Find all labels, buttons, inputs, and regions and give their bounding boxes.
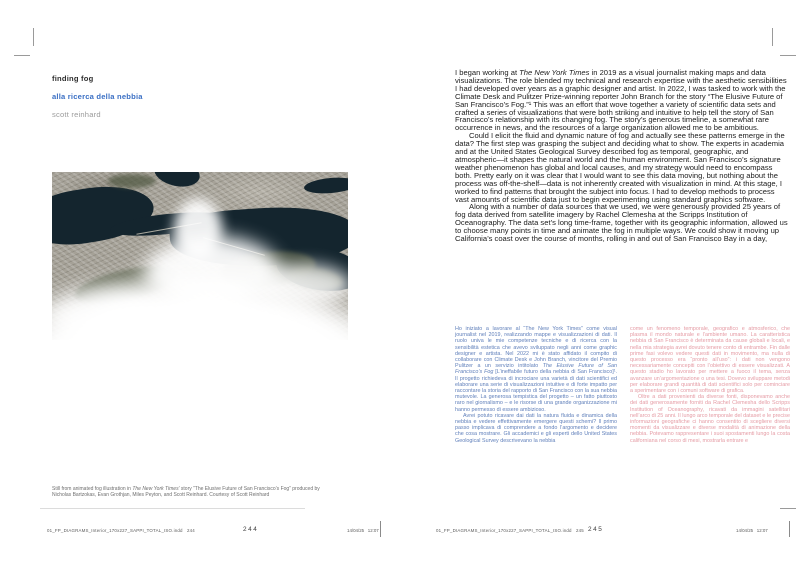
print-timestamp-left [347, 528, 379, 533]
print-slug-right: 01_FP_DIAGRAMS_Interior_170x227_SAPPI_TOTAL_ISO.indd 245 [436, 528, 584, 533]
crop-mark-top-left-horizontal [14, 55, 30, 56]
fog-fade-gradient [52, 300, 348, 485]
crop-mark-top-right-vertical [772, 28, 773, 46]
trim-hairline [40, 508, 305, 509]
page-title: finding fog [52, 74, 94, 83]
crop-mark-top-left-vertical [33, 28, 34, 46]
translation-paragraph: Ho iniziato a lavorare al “The New York Times” come visual journalist nel 2019, realizzando mappe e visualizzazioni di dati. Il ruolo univa le mie competenze tecniche e di ricerca con la sensibilità estetica che avevo sviluppato negli anni come graphic designer e artista. Nel 2022 mi è stato affidato il compito di collaborare con Climate Desk e John Branch, vincitore del Premio Pulitzer a un servizio intitolato The Elusive Future of San Francisco’s Fog [L’ineffabile futuro della nebbia di San Francisco]¹. Il progetto richiedeva di incrociare una varietà di dati scientifici ed elaborare una serie di visualizzazioni intuitive e di forte impatto per raccontare la storia del rapporto di San Francisco con la sua nebbia mutevole. La generosa tempistica del progetto – un fatto piuttosto raro nel giornalismo – e le risorse di una grande organizzazione mi hanno permesso di essere ambizioso. [455, 326, 617, 413]
page-number-right: 245 [588, 526, 604, 533]
page-number-left: 244 [243, 526, 259, 533]
author-name: scott reinhard [52, 110, 101, 119]
image-caption: Still from animated fog illustration in The New York Times’ story “The Elusive Future of San Francisco’s Fog” produced by Nicholas Bartzokas, Evan Grothjan, Miles Peyton, and Scott Reinhard. Courtesy of Scott Reinhard [52, 486, 320, 498]
crop-mark-bottom-left-page-tick [380, 521, 381, 537]
translation-column-italian-pink [630, 326, 790, 444]
essay-text-english [455, 69, 788, 243]
print-time: 12:07 [756, 528, 768, 533]
print-slug-left: 01_FP_DIAGRAMS_Interior_170x227_SAPPI_TOTAL_ISO.indd 244 [47, 528, 195, 533]
print-timestamp-right [736, 528, 768, 533]
page-title-italian: alla ricerca della nebbia [52, 92, 143, 101]
translation-paragraph: Oltre a dati provenienti da diverse fonti, disponevamo anche dei dati generosamente forniti da Rachel Clemesha dello Scripps Institution of Oceanography, ricavati da immagini satellitari nell’arco di 25 anni. Il lungo arco temporale del dataset e le precise informazioni geografiche ci hanno consentito di scegliere diversi momenti da visualizzare e diverse modalità di animazione della nebbia. Potevamo rappresentare i suoi spostamenti lungo la costa californiana nel corso di mesi, mostrarla entrare e [630, 394, 790, 444]
print-time: 12:07 [367, 528, 379, 533]
crop-mark-bottom-right-horizontal [780, 508, 796, 509]
crop-mark-top-right-horizontal [780, 55, 796, 56]
essay-paragraph: Could I elicit the fluid and dynamic nature of fog and actually see these patterns emerge in the data? The first step was grasping the subject and deciding what to show. The experts in academia and at the United States Geological Survey described fog as temporal, geographic, and atmospheric—it shapes the natural world and the human environment. San Francisco’s signature weather phenomenon has global and local causes, and my strategy would need to encompass both. Pretty early on it was clear that I would want to see this data moving, but nothing about the process was off-the-shelf—data is not inherently created with visualization in mind. At this stage, I worked to find patterns that brought the subject into focus. I had to develop methods to process vast amounts of scientific data just to begin experimenting using standard graphics software. [455, 131, 785, 204]
translation-paragraph: come un fenomeno temporale, geografico e atmosferico, che plasma il mondo naturale e l’ambiente umano. La caratteristica nebbia di San Francisco è determinata da cause globali e locali, e nella mia strategia avrei dovuto tenere conto di entrambe. Fin dalle prime fasi volevo vedere questi dati in movimento, ma nulla di questo processo era “pronto all’uso”: i dati non vengono necessariamente concepiti con l’obiettivo di essere visualizzati. A questo stadio ho lavorato per mettere a fuoco il tema, senza avanzare un’argomentazione o una tesi. Dovevo sviluppare metodi per elaborare grandi quantità di dati scientifici solo per cominciare a sperimentare con i comuni software di grafica. [630, 326, 790, 395]
fog-satellite-image [52, 172, 348, 485]
print-date: 14/04/25 [736, 528, 754, 533]
print-date: 14/04/25 [347, 528, 365, 533]
hills-patch [108, 174, 156, 188]
translation-paragraph: Avrei potuto ricavare dai dati la natura fluida e dinamica della nebbia e vedere effettivamente emergere questi schemi? Il primo passo implicava di comprendere a fondo l’argomento e decidere che cosa mostrare. Gli accademici e gli esperti dello United States Geological Survey descrivevano la nebbia [455, 412, 617, 444]
essay-paragraph: Along with a number of data sources that we used, we were generously provided 25 years of fog data derived from satellite imagery by Rachel Clemesha at the Scripps Institution of Oceanography. The data set’s long time-frame, together with its geographic information, allowed us to choose many points in time and animate the fog in multiple ways. We could show it moving up California’s coast over the course of months, rolling in and out of San Francisco Bay in a day, [455, 202, 788, 244]
essay-paragraph: I began working at The New York Times in 2019 as a visual journalist making maps and data visualizations. The role blended my technical and research expertise with the aesthetic sensibilities I had developed over years as a graphic designer and artist. In 2022, I was tasked to work with the Climate Desk and Pulitzer Prize-winning reporter John Branch for the story “The Elusive Future of San Francisco’s Fog.”¹ This was an effort that wove together a variety of scientific data sets and crafted a series of visualizations that were both striking and intuitive to help tell the story of San Francisco’s relationship with its changing fog. The story’s generous timeline, a somewhat rare occurrence in news, and the resources of a large organization allowed me to be ambitious. [455, 68, 787, 133]
crop-mark-bottom-right-page-tick [789, 521, 790, 537]
translation-column-italian-blue [455, 326, 617, 444]
